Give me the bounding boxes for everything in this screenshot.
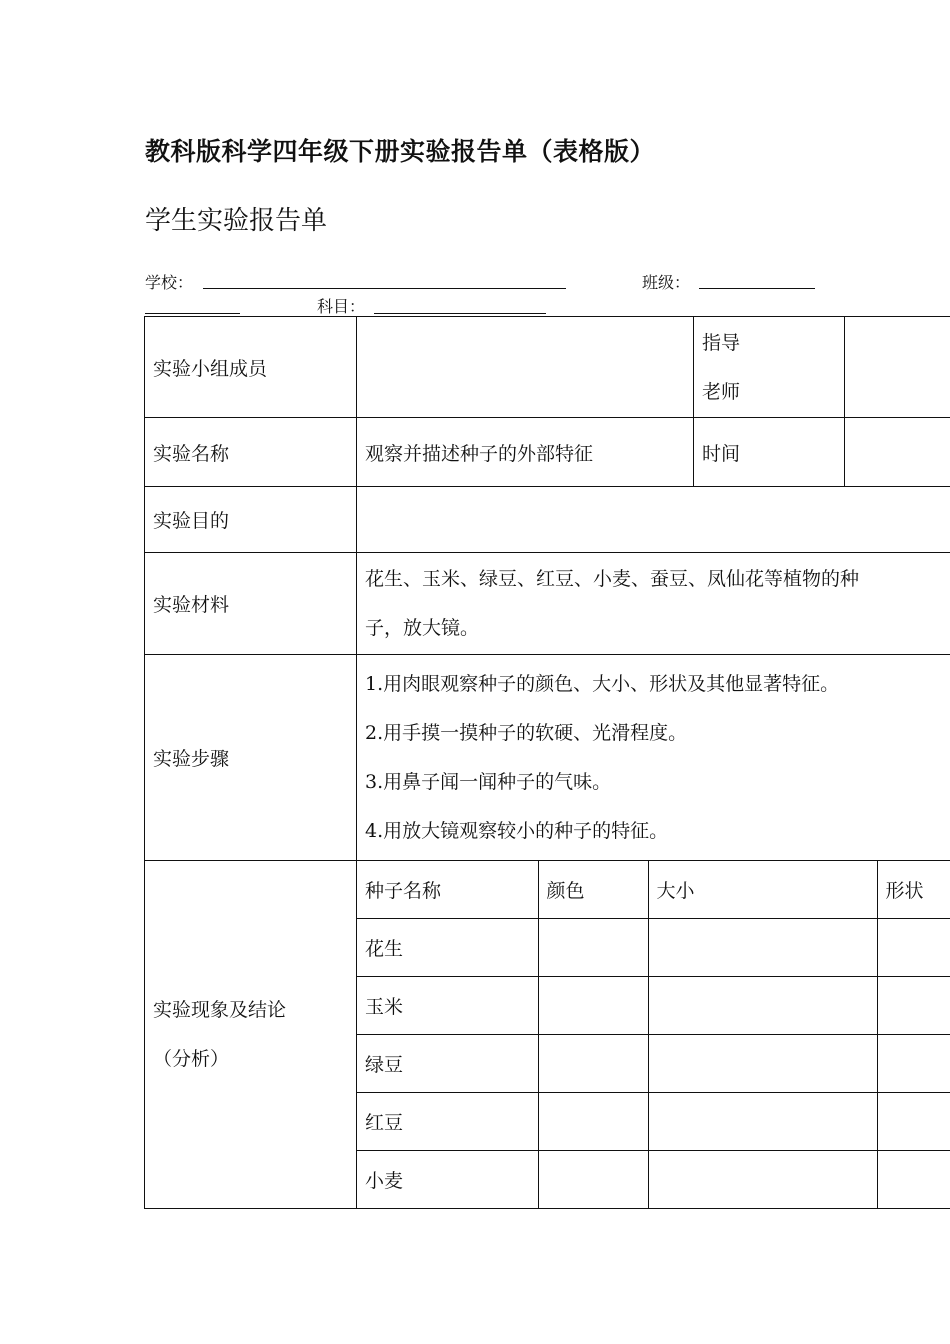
seed-size-cell[interactable] — [648, 1151, 877, 1209]
school-field[interactable] — [203, 288, 566, 289]
results-label-cell — [145, 861, 357, 1209]
seed-color-cell[interactable] — [538, 919, 648, 977]
teacher-label-cell — [694, 317, 845, 418]
seed-size-cell[interactable] — [648, 1035, 877, 1093]
purpose-label-cell — [145, 487, 357, 553]
step-item-4: 4.用放大镜观察较小的种子的特征。 — [365, 819, 669, 842]
seed-shape-cell[interactable] — [877, 977, 950, 1035]
document-subtitle: 学生实验报告单 — [145, 206, 328, 236]
seed-size-cell[interactable] — [648, 919, 877, 977]
table-row — [357, 1093, 950, 1151]
materials-line-1: 花生、玉米、绿豆、红豆、小麦、蚕豆、凤仙花等植物的种 — [365, 567, 860, 590]
seed-name-corn: 玉米 — [357, 977, 538, 1035]
name-value: 观察并描述种子的外部特征 — [365, 442, 594, 465]
results-table — [357, 861, 950, 1208]
time-label: 时间 — [702, 442, 741, 465]
seed-name-wheat: 小麦 — [357, 1151, 538, 1209]
seed-color-cell[interactable] — [538, 977, 648, 1035]
step-item-2: 2.用手摸一摸种子的软硬、光滑程度。 — [365, 721, 688, 744]
materials-label-cell — [145, 553, 357, 655]
seed-name-peanut: 花生 — [357, 919, 538, 977]
document-title: 教科版科学四年级下册实验报告单（表格版） — [145, 137, 656, 166]
seed-shape-cell[interactable] — [877, 1093, 950, 1151]
materials-line-2: 子，放大镜。 — [365, 616, 480, 639]
purpose-value-cell[interactable] — [357, 487, 950, 553]
results-table-cell — [357, 861, 950, 1209]
step-item-3: 3.用鼻子闻一闻种子的气味。 — [365, 770, 612, 793]
school-label: 学校： — [145, 273, 194, 292]
steps-label: 实验步骤 — [153, 748, 230, 770]
class-field-continued[interactable] — [145, 313, 240, 314]
seed-name-red-bean: 红豆 — [357, 1093, 538, 1151]
members-label-cell — [145, 317, 357, 418]
materials-label: 实验材料 — [153, 594, 230, 616]
materials-value-cell — [357, 553, 950, 655]
members-value-cell[interactable] — [357, 317, 694, 418]
class-field[interactable] — [699, 288, 815, 289]
members-label: 实验小组成员 — [153, 357, 268, 380]
header-shape: 形状 — [877, 861, 950, 919]
name-label: 实验名称 — [153, 442, 230, 465]
subject-label: 科目： — [317, 297, 366, 316]
teacher-label-line-1: 指导 — [702, 332, 741, 354]
report-table — [144, 316, 950, 1209]
steps-value-cell — [357, 655, 950, 861]
table-row — [357, 1035, 950, 1093]
steps-label-cell — [145, 655, 357, 861]
step-item-1: 1.用肉眼观察种子的颜色、大小、形状及其他显著特征。 — [365, 672, 840, 695]
teacher-value-cell[interactable] — [845, 317, 950, 418]
seed-color-cell[interactable] — [538, 1035, 648, 1093]
results-header-row — [357, 861, 950, 919]
seed-size-cell[interactable] — [648, 1093, 877, 1151]
table-row — [357, 919, 950, 977]
teacher-label-line-2: 老师 — [702, 381, 741, 403]
seed-shape-cell[interactable] — [877, 1151, 950, 1209]
seed-color-cell[interactable] — [538, 1151, 648, 1209]
name-value-cell — [357, 418, 694, 487]
header-color: 颜色 — [538, 861, 648, 919]
header-seed-name: 种子名称 — [357, 861, 538, 919]
seed-shape-cell[interactable] — [877, 1035, 950, 1093]
seed-shape-cell[interactable] — [877, 919, 950, 977]
results-label-line-2: （分析） — [153, 1047, 230, 1070]
time-label-cell — [694, 418, 845, 487]
seed-size-cell[interactable] — [648, 977, 877, 1035]
table-row — [357, 977, 950, 1035]
table-row — [357, 1151, 950, 1209]
time-value-cell[interactable] — [845, 418, 950, 487]
seed-color-cell[interactable] — [538, 1093, 648, 1151]
purpose-label: 实验目的 — [153, 510, 230, 532]
name-label-cell — [145, 418, 357, 487]
results-label-line-1: 实验现象及结论 — [153, 998, 287, 1021]
subject-field[interactable] — [374, 313, 546, 314]
header-size: 大小 — [648, 861, 877, 919]
class-label: 班级： — [642, 273, 691, 292]
seed-name-mung-bean: 绿豆 — [357, 1035, 538, 1093]
